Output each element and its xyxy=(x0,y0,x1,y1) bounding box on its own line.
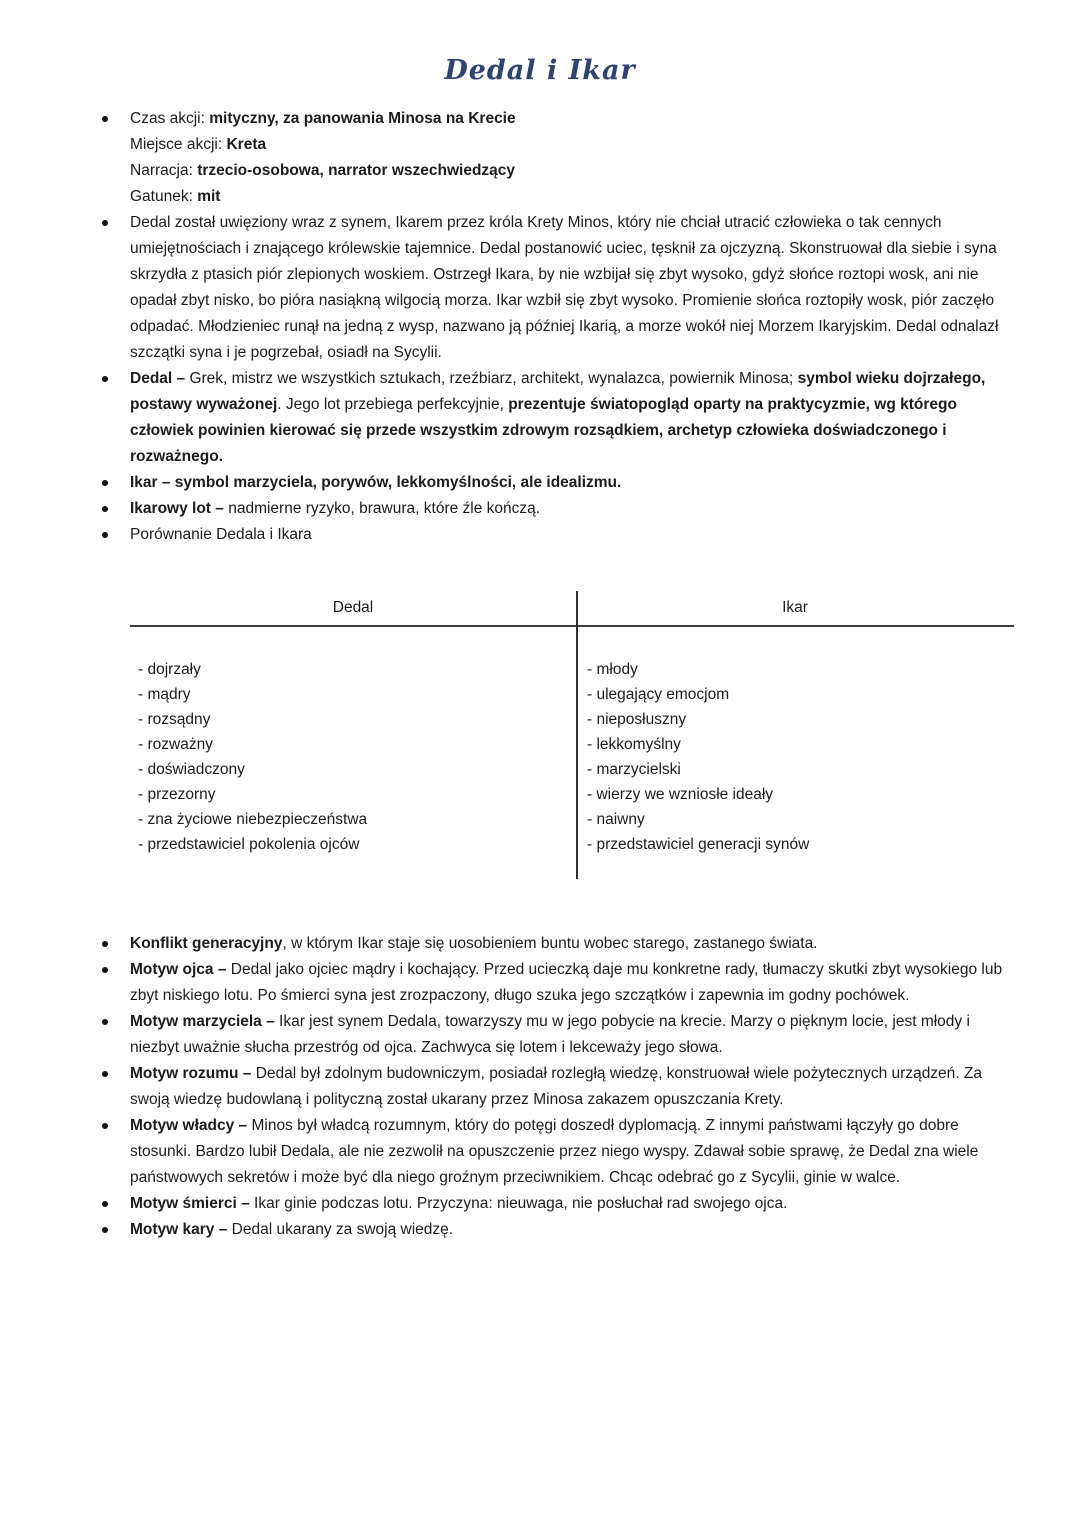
body-text: Narracja: xyxy=(130,162,198,179)
bullet-item xyxy=(130,957,1014,1009)
bullet-item xyxy=(130,522,1014,548)
bullet-line xyxy=(130,1217,1014,1243)
bullet-line xyxy=(130,210,1014,366)
bold-text: symbol wieku dojrzałego, postawy wyważonej xyxy=(130,370,986,413)
table-row: - lekkomyślny xyxy=(587,736,681,753)
bullet-item xyxy=(130,931,1014,957)
bold-text: Ikarowy lot – xyxy=(130,500,224,517)
table-header-row xyxy=(130,594,1014,627)
table-row: - rozsądny xyxy=(138,711,211,728)
bold-text: Dedal – xyxy=(130,370,186,387)
body-text: Dedal był zdolnym budowniczym, posiadał rozległą wiedzę, konstruował wiele pożytecznych urządzeń. Za swoją wiedzę budowlaną i polityczną został ukarany przez Minosa zakazem opuszczania Krety. xyxy=(130,1065,983,1108)
body-text: Dedal jako ojciec mądry i kochający. Przed ucieczką daje mu konkretne rady, tłumaczy skutki zbyt wysokiego lub zbyt niskiego lotu. Po śmierci syna jest zrozpaczony, długo szuka jego szczątków i zapewnia im godny pochówek. xyxy=(130,961,1003,1004)
bullet-item xyxy=(130,1113,1014,1191)
body-text: Porównanie Dedala i Ikara xyxy=(130,526,312,543)
table-row: - doświadczony xyxy=(138,761,245,778)
table-body xyxy=(130,627,1014,879)
table-row: - naiwny xyxy=(587,811,645,828)
body-text: , w którym Ikar staje się uosobieniem buntu wobec starego, zastanego świata. xyxy=(282,935,818,952)
body-text: Miejsce akcji: xyxy=(130,136,227,153)
bold-text: Konflikt generacyjny xyxy=(130,935,283,952)
table-row: - rozważny xyxy=(138,736,213,753)
bullet-line xyxy=(130,1061,1014,1113)
bullet-line xyxy=(130,957,1014,1009)
table-row: - przedstawiciel pokolenia ojców xyxy=(138,836,360,853)
comparison-table xyxy=(130,594,1014,879)
body-text: Grek, mistrz we wszystkich sztukach, rzeźbiarz, architekt, wynalazca, powiernik Minosa; xyxy=(185,370,798,387)
table-column-divider xyxy=(576,591,578,879)
bullet-item xyxy=(130,1217,1014,1243)
bold-text: Motyw rozumu – xyxy=(130,1065,252,1082)
table-row: - nieposłuszny xyxy=(587,711,687,728)
table-column-ikar xyxy=(576,627,1014,879)
body-text: Gatunek: xyxy=(130,188,198,205)
body-text: Dedal został uwięziony wraz z synem, Ikarem przez króla Krety Minos, który nie chciał utracić człowieka o tak cennych umiejętnościach i znającego królewskie tajemnice. Dedal postanowić uciec, tęsknił za ojczyzną. Skonstruował dla siebie i syna skrzydła z ptasich piór zlepionych woskiem. Ostrzegł Ikara, by nie wzbijał się zbyt wysoko, gdyż słońce roztopi wosk, ani nie opadał zbyt nisko, bo pióra nasiąkną wilgocią morza. Ikar wzbił się zbyt wysoko. Promienie słońca roztopiły wosk, piór zaczęło odpadać. Młodzieniec runął na jedną z wysp, nazwano ją później Ikarią, a morze wokół niej Morzem Ikaryjskim. Dedal odnalazł szczątki syna i je pogrzebał, osiadł na Sycylii. xyxy=(130,214,999,361)
bullet-line xyxy=(130,366,1014,470)
table-header-dedal: Dedal xyxy=(332,599,374,616)
bullet-line xyxy=(130,931,1014,957)
bullet-line xyxy=(130,522,1014,548)
body-text: Czas akcji: xyxy=(130,110,210,127)
table-row: - przedstawiciel generacji synów xyxy=(587,836,810,853)
bullet-item xyxy=(130,106,1014,210)
body-text: . Jego lot przebiega perfekcyjnie, xyxy=(277,396,509,413)
bold-text: Ikar – symbol marzyciela, porywów, lekkomyślności, ale idealizmu. xyxy=(130,474,622,491)
bullet-line xyxy=(130,158,1014,184)
bullet-line xyxy=(130,106,1014,132)
bullet-item xyxy=(130,1009,1014,1061)
bullet-line xyxy=(130,1191,1014,1217)
bullet-line xyxy=(130,470,1014,496)
bullet-item xyxy=(130,366,1014,470)
bold-text: mityczny, za panowania Minosa na Krecie xyxy=(209,110,516,127)
bullet-item xyxy=(130,1191,1014,1217)
notes-list-bottom xyxy=(130,931,1014,1243)
body-text: Ikar jest synem Dedala, towarzyszy mu w jego pobycie na krecie. Marzy o pięknym locie, jest młody i niezbyt uważnie słucha przestróg od ojca. Zachwyca się lotem i lekceważy jego słowa. xyxy=(130,1013,970,1056)
bold-text: Kreta xyxy=(226,136,267,153)
table-header-ikar: Ikar xyxy=(782,599,808,616)
notes-list-top xyxy=(130,106,1014,548)
bold-text: mit xyxy=(197,188,221,205)
bold-text: Motyw marzyciela – xyxy=(130,1013,275,1030)
bold-text: Motyw śmierci – xyxy=(130,1195,250,1212)
body-text: Dedal ukarany za swoją wiedzę. xyxy=(227,1221,454,1238)
table-row: - ulegający emocjom xyxy=(587,686,730,703)
table-row: - wierzy we wzniosłe ideały xyxy=(587,786,774,803)
body-text: Ikar ginie podczas lotu. Przyczyna: nieuwaga, nie posłuchał rad swojego ojca. xyxy=(249,1195,788,1212)
body-text: nadmierne ryzyko, brawura, które źle kończą. xyxy=(223,500,541,517)
table-row: - mądry xyxy=(138,686,191,703)
table-column-dedal xyxy=(130,627,576,879)
bold-text: Motyw kary – xyxy=(130,1221,228,1238)
bold-text: Motyw władcy – xyxy=(130,1117,248,1134)
bullet-line xyxy=(130,1113,1014,1191)
bullet-item xyxy=(130,1061,1014,1113)
table-row: - marzycielski xyxy=(587,761,681,778)
bullet-item xyxy=(130,496,1014,522)
bullet-line xyxy=(130,1009,1014,1061)
bold-text: Motyw ojca – xyxy=(130,961,227,978)
bullet-line xyxy=(130,184,1014,210)
bullet-line xyxy=(130,496,1014,522)
table-row: - młody xyxy=(587,661,638,678)
bullet-item xyxy=(130,470,1014,496)
bold-text: trzecio-osobowa, narrator wszechwiedzący xyxy=(197,162,516,179)
bullet-line xyxy=(130,132,1014,158)
table-row: - dojrzały xyxy=(138,661,201,678)
bold-text: prezentuje światopogląd oparty na praktycyzmie, wg którego człowiek powinien kierować się przede wszystkim zdrowym rozsądkiem, archetyp człowieka doświadczonego i rozważnego. xyxy=(130,396,957,465)
page-title: Dedal i Ikar xyxy=(444,55,636,86)
table-row: - zna życiowe niebezpieczeństwa xyxy=(138,811,368,828)
body-text: Minos był władcą rozumnym, który do potęgi doszedł dyplomacją. Z innymi państwami łączyły go dobre stosunki. Bardzo lubił Dedala, ale nie zezwolił na opuszczenie przez niego wyspy. Zdawał sobie sprawę, że Dedal zna wiele państwowych sekretów i może być dla niego groźnym przeciwnikiem. Chcąc odebrać go z Sycylii, ginie w walce. xyxy=(130,1117,979,1186)
bullet-item xyxy=(130,210,1014,366)
table-row: - przezorny xyxy=(138,786,216,803)
